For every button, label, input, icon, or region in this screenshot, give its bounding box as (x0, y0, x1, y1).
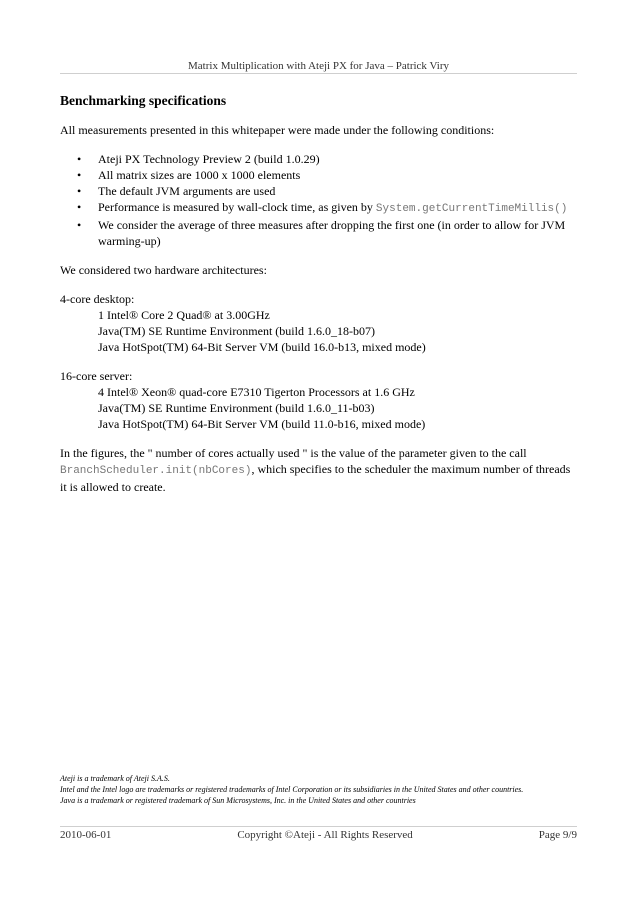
list-item (60, 217, 577, 249)
list-item-text: The default JVM arguments are used (98, 184, 276, 198)
intro-paragraph: All measurements presented in this whitepaper were made under the following conditions: (60, 123, 495, 137)
list-item-text: All matrix sizes are 1000 x 1000 elements (98, 168, 301, 182)
bullet-icon: • (77, 168, 82, 182)
footer-date: 2010-06-01 (60, 829, 112, 841)
hardware-line: Java HotSpot(TM) 64-Bit Server VM (build 11.0-b16, mixed mode) (98, 417, 426, 431)
list-item (60, 151, 577, 167)
list-item-text: Performance is measured by wall-clock time, as given by (98, 200, 376, 214)
trademark-footnotes (60, 773, 577, 806)
hardware-line: Java(TM) SE Runtime Environment (build 1.6.0_11-b03) (98, 401, 375, 415)
bullet-icon: • (77, 152, 82, 166)
hardware-block-server (60, 368, 577, 432)
list-item (60, 199, 577, 217)
main-content (60, 92, 577, 508)
list-item-text: Ateji PX Technology Preview 2 (build 1.0.29) (98, 152, 320, 166)
closing-text-after: , which specifies to the scheduler the maximum number of threads it is allowed to create. (60, 462, 571, 494)
page-number: Page 9/9 (538, 829, 577, 841)
section-title: Benchmarking specifications (60, 93, 227, 108)
closing-text-before: In the figures, the " number of cores actually used " is the value of the parameter given to the call (60, 446, 527, 460)
hardware-line: 1 Intel® Core 2 Quad® at 3.00GHz (98, 308, 270, 322)
footnote: Intel and the Intel logo are trademarks or registered trademarks of Intel Corporation or its subsidiaries in the United States and other countries. (60, 785, 524, 794)
footnote: Java is a trademark or registered trademark of Sun Microsystems, Inc. in the United States and other countries (60, 796, 416, 805)
hardware-name: 16-core server: (60, 369, 133, 383)
hardware-name: 4-core desktop: (60, 292, 135, 306)
hardware-line: Java HotSpot(TM) 64-Bit Server VM (build 16.0-b13, mixed mode) (98, 340, 426, 354)
header-divider (60, 73, 577, 74)
footnote: Ateji is a trademark of Ateji S.A.S. (60, 774, 170, 783)
inline-code: BranchScheduler.init(nbCores) (60, 465, 252, 477)
inline-code: System.getCurrentTimeMillis() (375, 203, 568, 215)
footer-copyright: Copyright ©Ateji - All Rights Reserved (237, 829, 413, 841)
bullet-icon: • (77, 200, 82, 214)
hardware-intro: We considered two hardware architectures: (60, 263, 267, 277)
hardware-line: 4 Intel® Xeon® quad-core E7310 Tigerton Processors at 1.6 GHz (98, 385, 415, 399)
list-item (60, 167, 577, 183)
bullet-icon: • (77, 218, 82, 232)
page-header: Matrix Multiplication with Ateji PX for Java – Patrick Viry (188, 60, 449, 72)
conditions-list (60, 151, 577, 249)
list-item-text: We consider the average of three measures after dropping the first one (in order to allow for JVM warming-up) (98, 218, 566, 248)
closing-paragraph (60, 445, 577, 495)
hardware-block-desktop (60, 291, 577, 355)
hardware-line: Java(TM) SE Runtime Environment (build 1.6.0_18-b07) (98, 324, 375, 338)
page-footer (60, 829, 577, 841)
bullet-icon: • (77, 184, 82, 198)
list-item (60, 183, 577, 199)
footer-divider (60, 826, 577, 827)
